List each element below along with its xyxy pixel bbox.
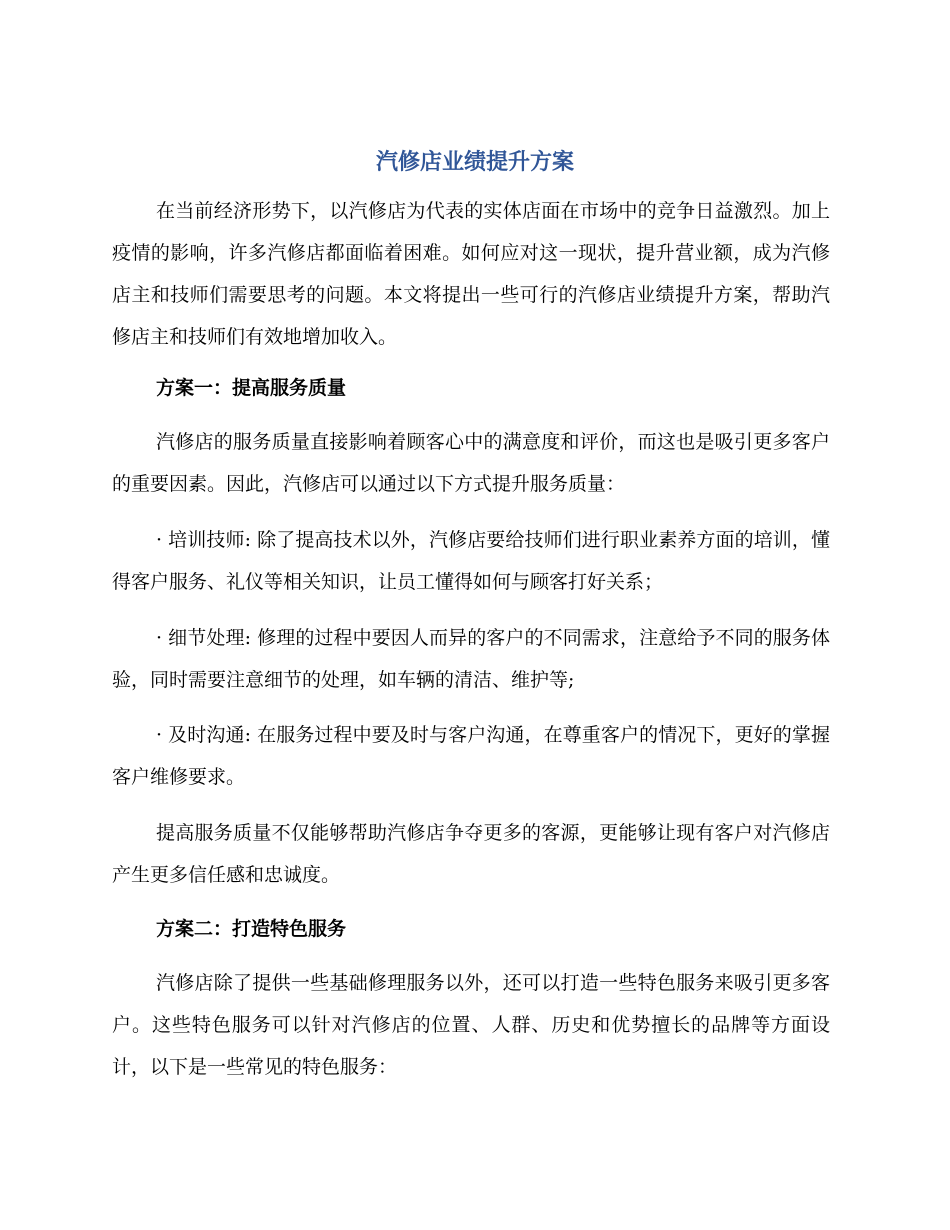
- intro-paragraph: 在当前经济形势下，以汽修店为代表的实体店面在市场中的竞争日益激烈。加上疫情的影响，许多汽修店都面临着困难。如何应对这一现状，提升营业额，成为汽修店主和技师们需要思考的问题。本文将提出一些可行的汽修店业绩提升方案，帮助汽修店主和技师们有效地增加收入。: [112, 200, 830, 348]
- section1-bullet-training: · 培训技师: 除了提高技术以外，汽修店要给技师们进行职业素养方面的培训，懂得客户服务、礼仪等相关知识，让员工懂得如何与顾客打好关系；: [112, 529, 830, 593]
- section1-conclusion-paragraph: 提高服务质量不仅能够帮助汽修店争夺更多的客源，更能够让现有客户对汽修店产生更多信任感和忠诚度。: [112, 822, 830, 886]
- section1-heading: 方案一：提高服务质量: [156, 377, 347, 399]
- section1-bullet-details: · 细节处理: 修理的过程中要因人而异的客户的不同需求，注意给予不同的服务体验，同时需要注意细节的处理，如车辆的清洁、维护等;: [112, 627, 830, 691]
- section1-lead-paragraph: 汽修店的服务质量直接影响着顾客心中的满意度和评价，而这也是吸引更多客户的重要因素。因此，汽修店可以通过以下方式提升服务质量：: [112, 431, 830, 495]
- document-title: 汽修店业绩提升方案: [375, 150, 574, 175]
- section2-lead-paragraph: 汽修店除了提供一些基础修理服务以外，还可以打造一些特色服务来吸引更多客户。这些特色服务可以针对汽修店的位置、人群、历史和优势擅长的品牌等方面设计，以下是一些常见的特色服务：: [112, 972, 830, 1078]
- section2-heading: 方案二：打造特色服务: [156, 918, 347, 940]
- section1-bullet-communication: · 及时沟通: 在服务过程中要及时与客户沟通，在尊重客户的情况下，更好的掌握客户维修要求。: [112, 724, 830, 788]
